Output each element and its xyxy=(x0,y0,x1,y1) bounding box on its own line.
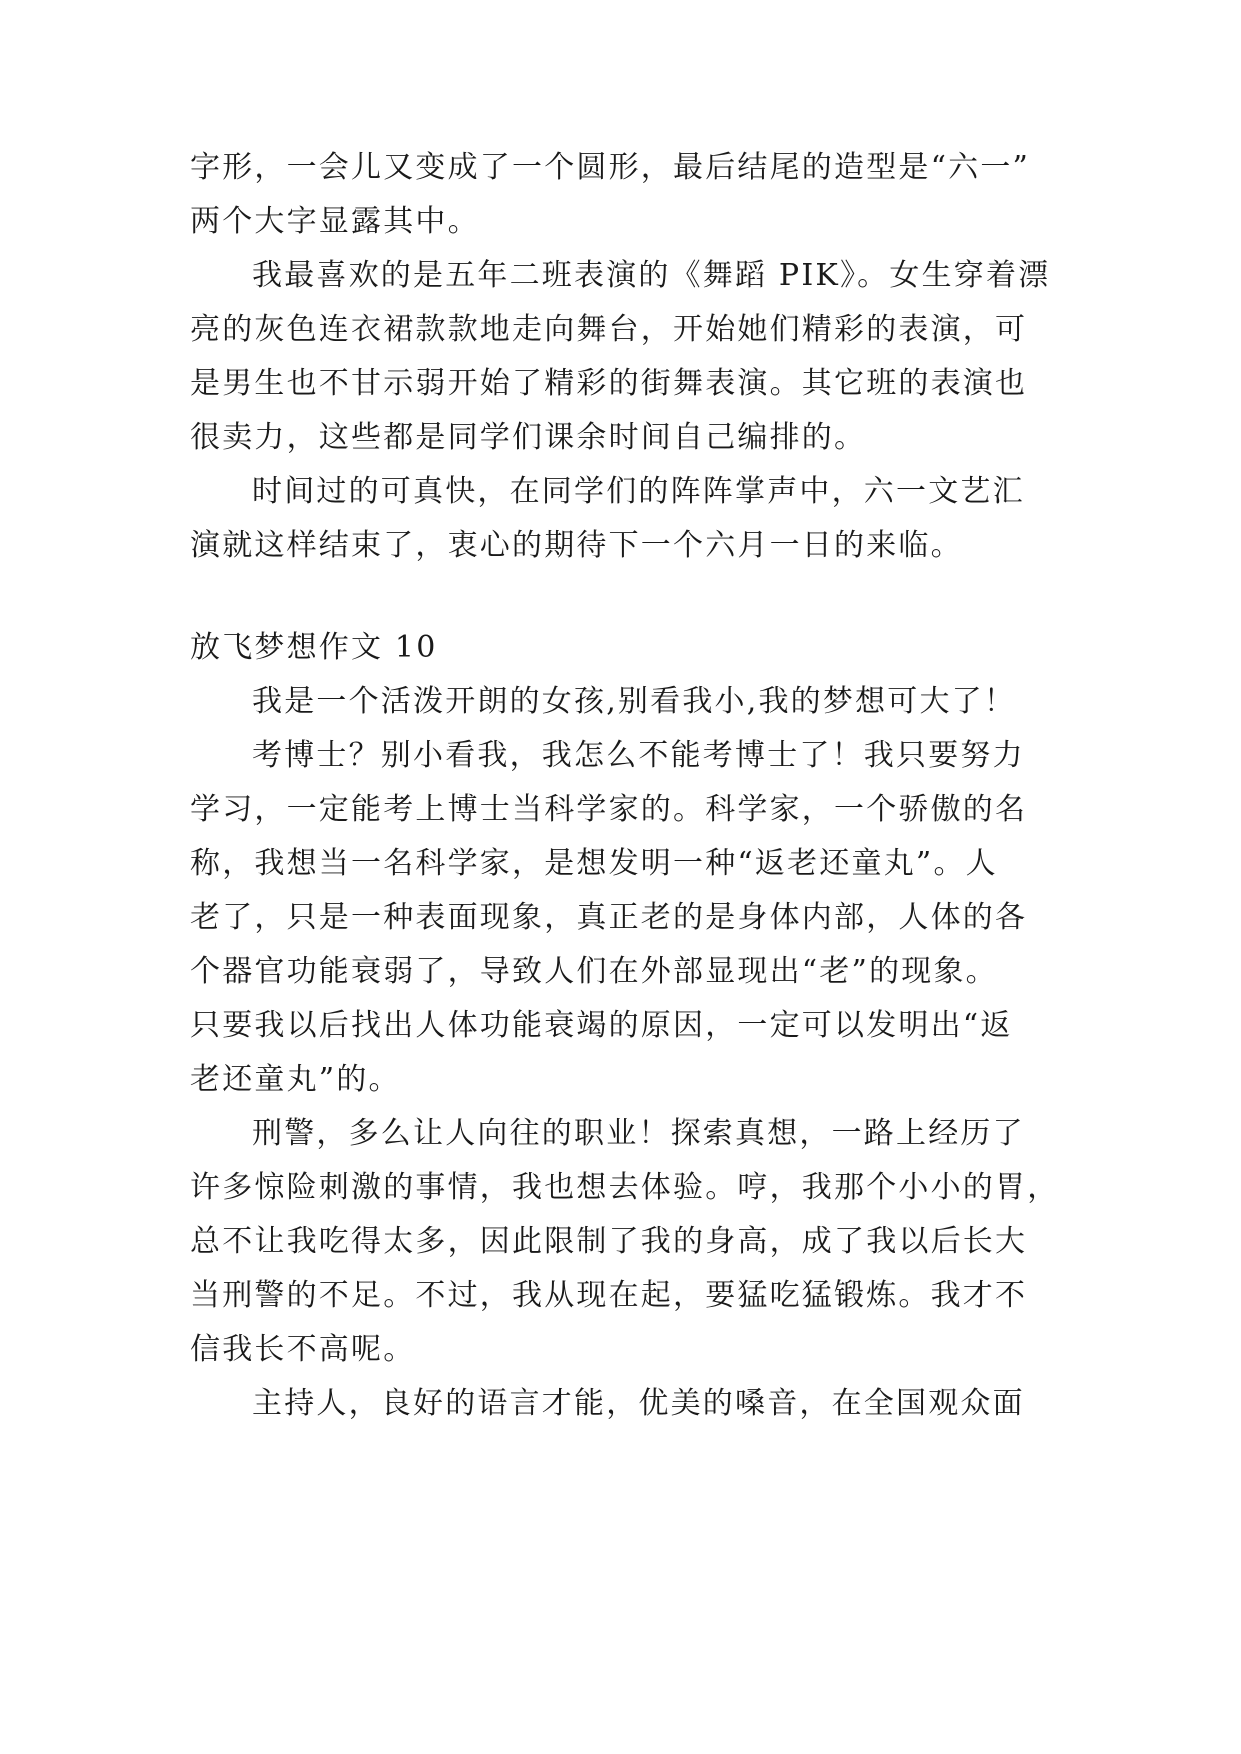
paragraph-line: 亮的灰色连衣裙款款地走向舞台，开始她们精彩的表演，可 xyxy=(190,312,1028,347)
paragraph-line: 当刑警的不足。不过，我从现在起，要猛吃猛锻炼。我才不 xyxy=(190,1278,1028,1313)
paragraph-line: 信我长不高呢。 xyxy=(190,1332,416,1367)
paragraph-line: 总不让我吃得太多，因此限制了我的身高，成了我以后长大 xyxy=(190,1224,1028,1259)
paragraph-line: 只要我以后找出人体功能衰竭的原因，一定可以发明出“返 xyxy=(190,1008,1013,1043)
section-title: 放飞梦想作文 10 xyxy=(190,630,438,665)
paragraph-line: 我是一个活泼开朗的女孩,别看我小,我的梦想可大了！ xyxy=(252,684,1017,719)
paragraph-line: 是男生也不甘示弱开始了精彩的街舞表演。其它班的表演也 xyxy=(190,366,1028,401)
paragraph-line: 字形，一会儿又变成了一个圆形，最后结尾的造型是“六一” xyxy=(190,150,1031,185)
paragraph-line: 个器官功能衰弱了，导致人们在外部显现出“老”的现象。 xyxy=(190,954,998,989)
paragraph-line: 我最喜欢的是五年二班表演的《舞蹈 PIK》。女生穿着漂 xyxy=(252,258,1051,293)
paragraph-line: 很卖力，这些都是同学们课余时间自己编排的。 xyxy=(190,420,867,455)
paragraph-line: 老还童丸”的。 xyxy=(190,1062,401,1097)
paragraph-line: 刑警，多么让人向往的职业！探索真想，一路上经历了 xyxy=(252,1116,1025,1151)
paragraph-line: 考博士？别小看我，我怎么不能考博士了！我只要努力 xyxy=(252,738,1025,773)
paragraph-line: 学习，一定能考上博士当科学家的。科学家，一个骄傲的名 xyxy=(190,792,1028,827)
paragraph-line: 许多惊险刺激的事情，我也想去体验。哼，我那个小小的胃， xyxy=(190,1170,1060,1205)
paragraph-line: 时间过的可真快，在同学们的阵阵掌声中，六一文艺汇 xyxy=(252,474,1025,509)
paragraph-line: 主持人，良好的语言才能，优美的嗓音，在全国观众面 xyxy=(252,1386,1025,1421)
paragraph-line: 两个大字显露其中。 xyxy=(190,204,480,239)
paragraph-line: 老了，只是一种表面现象，真正老的是身体内部，人体的各 xyxy=(190,900,1028,935)
paragraph-line: 演就这样结束了，衷心的期待下一个六月一日的来临。 xyxy=(190,528,963,563)
paragraph-line: 称，我想当一名科学家，是想发明一种“返老还童丸”。人 xyxy=(190,846,998,881)
